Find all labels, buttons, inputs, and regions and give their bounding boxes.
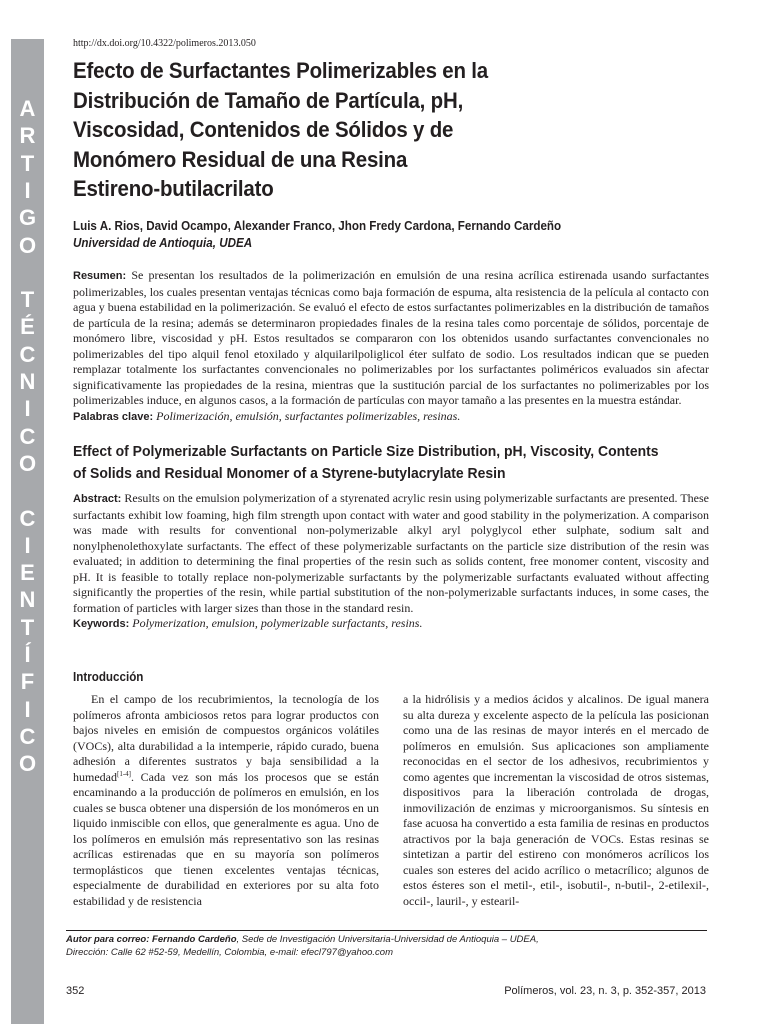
page-number: 352 bbox=[66, 985, 85, 997]
side-label-letter: A bbox=[19, 96, 36, 121]
side-label-letter: T bbox=[20, 287, 35, 313]
side-label-letter: T bbox=[20, 150, 35, 176]
side-label-letter: R bbox=[19, 123, 36, 149]
resumen-label: Resumen: bbox=[73, 270, 127, 282]
palabras-clave bbox=[73, 409, 709, 426]
side-label-letter: C bbox=[19, 505, 36, 531]
title-line: Monómero Residual de una Resina bbox=[73, 146, 408, 172]
journal-citation: Polímeros, vol. 23, n. 3, p. 352-357, 2013 bbox=[504, 985, 706, 997]
affiliation: Universidad de Antioquia, UDEA bbox=[73, 236, 253, 250]
intro-text: En el campo de los recubrimientos, la tecnología de los polímeros afronta ambiciosos retos para lograr productos con bajos niveles en emisión de compuestos orgánicos volátiles (VOCs), alta durabilidad a la intemperie, rápido curado, buena adhesión a diferentes sustratos y baja sensibilidad a la humedad bbox=[73, 692, 379, 784]
keywords-text: Polymerization, emulsion, polymerizable surfactants, resins. bbox=[132, 616, 423, 630]
footnote-author-line bbox=[66, 934, 726, 947]
abstract-block bbox=[73, 491, 709, 633]
side-label-letter: O bbox=[18, 232, 37, 258]
side-label-letter: N bbox=[19, 369, 36, 394]
side-label-letter: I bbox=[24, 532, 31, 558]
section-heading: Introducción bbox=[73, 670, 144, 684]
intro-text: . Cada vez son más los procesos que se están encaminando a la producción de polímeros en emulsión, en los cuales se busca obtener una dispersión de los monómeros en un liquido inmiscible con ellos, que generalmente es agua. Uno de los polímeros en emulsión más representativo son las resinas acrílicas estirenadas que en su mayoría son polímeros termoplásticos que tienen excelentes ventajas técnicas, especialmente de durabilidad en exteriores por su alta foto estabilidad y de resistencia bbox=[73, 769, 379, 908]
resumen-paragraph bbox=[73, 268, 709, 409]
title-line: Efecto de Surfactantes Polimerizables en la bbox=[73, 58, 488, 83]
side-label-letter: C bbox=[19, 723, 36, 749]
side-label-letter: T bbox=[20, 614, 35, 640]
title-line: Viscosidad, Contenidos de Sólidos y de bbox=[73, 117, 454, 142]
side-label-letter: O bbox=[18, 450, 37, 476]
side-label-letter: O bbox=[18, 751, 37, 777]
doi-link[interactable]: http://dx.doi.org/10.4322/polimeros.2013.050 bbox=[73, 38, 256, 49]
side-label-letter: I bbox=[24, 696, 31, 722]
paper-title bbox=[73, 56, 557, 204]
side-label-letter: C bbox=[19, 341, 36, 367]
keywords-label: Keywords: bbox=[73, 618, 130, 630]
footnote-author-label: Autor para correo: bbox=[66, 934, 150, 945]
title-line: Estireno-butilacrilato bbox=[73, 176, 274, 201]
side-label-letter: N bbox=[19, 587, 36, 613]
english-title bbox=[73, 441, 705, 485]
english-title-line: of Solids and Residual Monomer of a Styrene-butylacrylate Resin bbox=[73, 465, 506, 482]
side-label-letter: I bbox=[24, 177, 31, 203]
side-label-letter: É bbox=[20, 314, 35, 340]
resumen-text: Se presentan los resultados de la polimerización en emulsión de una resina acrílica estirenada usando surfactantes polimerizables, los cuales presentan ventajas técnicas como baja formación de espuma, alta resistencia de la película al contacto con agua y buena estabilidad en la polimerización. Se evaluó el efecto de estos surfactantes polimerizables en la distribución de tamaños de partícula de la resina; además se determinaron propiedades finales de la resina tales como porcentaje de sólidos, porcentaje de monómero libre, viscosidad y pH. Estos resultados se compararon con los obtenidos usando surfactantes convencionales no polimerizables del tipo alquil fenol etoxilado y alquilarilpoliglicol éter sulfato de sodio. Los resultados indican que se pueden remplazar totalmente los surfactantes convencionales no polimerizables por los surfactantes poliméricos evaluados sin afectar significativamente las propiedades de la resina, mientras que la sustitución parcial de los surfactantes no polimerizables por los polimerizables induce, en algunos casos, a la formación de partículas con mayor tamaño a las presentes en la muestra estándar. bbox=[73, 268, 710, 407]
side-label-letter: C bbox=[19, 423, 36, 449]
citation-ref[interactable]: [1-4] bbox=[117, 769, 131, 778]
abstract-paragraph bbox=[73, 491, 709, 616]
side-label-letter: I bbox=[24, 396, 31, 422]
abstract-text: Results on the emulsion polymerization of a styrenated acrylic resin using polymerizable surfactants are presented. These surfactants exhibit low foaming, high film strength upon contact with water and good stability in the polymerization. A comparison was made with results for conventional non-polymerizable alkyl aryl polyglycol ether sulphate, sodium salt and nonylphenolethoxylate surfactants. The effect of these polymerizable surfactants on the particle size distribution of the resin was evaluated; in addition to determining the final properties of the resin such as solids content, free monomer content, viscosity and pH. It is feasible to totally replace non-polymerizable surfactants by the polymerizable surfactants evaluated without affecting significantly the properties of the resin, while partial substitution of the non-polymerizable surfactants induces, in some cases, the formation of particles with larger sizes than those in the standard resin. bbox=[73, 491, 710, 615]
side-label-letter: F bbox=[20, 669, 35, 695]
intro-column-right: a la hidrólisis y a medios ácidos y alcalinos. De igual manera su alta dureza y excelente aspecto de la película las posicionan como una de las resinas de mayor interés en el mercado de polímeros en emulsión. Sus aplicaciones son ampliamente reconocidas en el sector de los adhesivos, recubrimientos y como agentes que incrementan la viscosidad de otros sistemas, dispositivos para la liberación controlada de drogas, inmovilización de enzimas y microorganismos. Su síntesis en fase acuosa ha convertido a esta familia de resinas en productos atractivos por la baja generación de VOCs. Estas resinas se sintetizan a partir del estireno con monómeros acrílicos los cuales son esteres del acido acrílico o metacrílico; algunos de estos ésteres son el metil-, etil-, isobutil-, n-butil-, 2-etilexil-, occil-, lauril-, y estearil- bbox=[403, 692, 709, 908]
side-label-letter: G bbox=[18, 205, 37, 231]
title-line: Distribución de Tamaño de Partícula, pH, bbox=[73, 87, 464, 113]
footnote-divider bbox=[66, 930, 707, 931]
side-label-letter: E bbox=[20, 560, 35, 586]
resumen-block bbox=[73, 268, 709, 425]
author-list: Luis A. Rios, David Ocampo, Alexander Franco, Jhon Fredy Cardona, Fernando Cardeño bbox=[73, 219, 562, 233]
palabras-clave-text: Polimerización, emulsión, surfactantes polimerizables, resinas. bbox=[156, 408, 461, 423]
keywords bbox=[73, 616, 709, 633]
side-label-letter: Í bbox=[24, 642, 31, 667]
english-title-line: Effect of Polymerizable Surfactants on Particle Size Distribution, pH, Viscosity, Contents bbox=[73, 443, 659, 460]
footnote-author-name: Fernando Cardeño bbox=[152, 934, 237, 945]
correspondence-footnote bbox=[66, 934, 726, 959]
intro-column-left bbox=[73, 692, 379, 909]
footnote-author-rest: , Sede de Investigación Universitaria-Universidad de Antioquia – UDEA, bbox=[236, 934, 539, 945]
footnote-address: Dirección: Calle 62 #52-59, Medellín, Colombia, e-mail: efecl797@yahoo.com bbox=[66, 946, 393, 958]
abstract-label: Abstract: bbox=[73, 493, 122, 505]
palabras-clave-label: Palabras clave: bbox=[73, 410, 154, 423]
